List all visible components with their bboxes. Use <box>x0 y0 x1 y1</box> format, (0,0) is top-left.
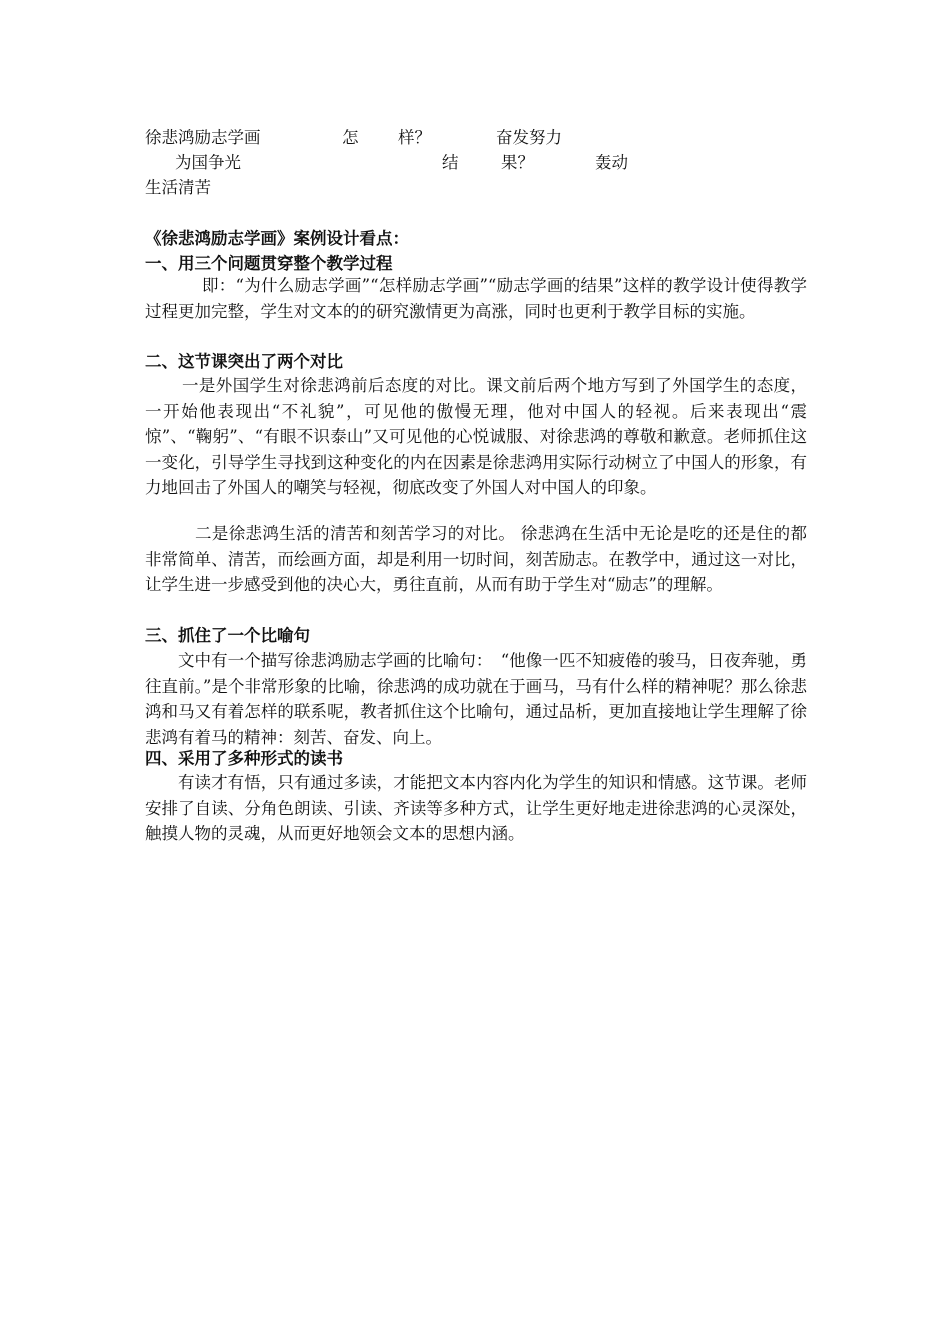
section-heading-3: 三、抓住了一个比喻句 <box>145 626 310 645</box>
diagram-text-yang: 样？ <box>398 128 431 147</box>
section-1-paragraph: 即：“为什么励志学画”“怎样励志学画”“励志学画的结果”这样的教学设计使得教学过程更加完整，学生对文本的的研究激情更为高涨，同时也更利于教学目标的实施。 <box>145 276 807 321</box>
article-title: 《徐悲鸿励志学画》案例设计看点： <box>145 229 409 248</box>
section-2-paragraph-1: 一是外国学生对徐悲鸿前后态度的对比。课文前后两个地方写到了外国学生的态度，一开始他表现出“不礼貌”，可见他的傲慢无理，他对中国人的轻视。后来表现出“震惊”、“鞠躬”、“有眼不识泰山”又可见他的心悦诚服、对徐悲鸿的尊敬和歉意。老师抓住这一变化，引导学生寻找到这种变化的内在因素是徐悲鸿用实际行动树立了中国人的形象，有力地回击了外国人的嘲笑与轻视，彻底改变了外国人对中国人的印象。 <box>145 376 807 498</box>
section-3-paragraph: 文中有一个描写徐悲鸿励志学画的比喻句： “他像一匹不知疲倦的骏马，日夜奔驰，勇往直前。”是个非常形象的比喻，徐悲鸿的成功就在于画马，马有什么样的精神呢？那么徐悲鸿和马又有着怎样的联系呢，教者抓住这个比喻句，通过品析，更加直接地让学生理解了徐悲鸿有着马的精神：刻苦、奋发、向上。 <box>145 651 807 747</box>
diagram-text-guo: 果？ <box>501 153 534 172</box>
section-2-paragraph-2: 二是徐悲鸿生活的清苦和刻苦学习的对比。 徐悲鸿在生活中无论是吃的还是住的都非常简单、清苦，而绘画方面，却是利用一切时间，刻苦励志。在教学中，通过这一对比，让学生进一步感受到他的决心大，勇往直前，从而有助于学生对“励志”的理解。 <box>145 524 807 595</box>
section-heading-4: 四、采用了多种形式的读书 <box>145 749 343 768</box>
diagram-text-jie: 结 <box>442 153 459 172</box>
section-4-paragraph: 有读才有悟，只有通过多读，才能把文本内容内化为学生的知识和情感。这节课。老师安排了自读、分角色朗读、引读、齐读等多种方式，让学生更好地走进徐悲鸿的心灵深处，触摸人物的灵魂，从而更好地领会文本的思想内涵。 <box>145 773 807 844</box>
section-heading-1: 一、用三个问题贯穿整个教学过程 <box>145 254 393 273</box>
diagram-text-hongdong: 轰动 <box>595 153 628 172</box>
diagram-text-xu-beihong: 徐悲鸿励志学画 <box>145 128 261 147</box>
diagram-text-zen: 怎 <box>342 128 359 147</box>
section-heading-2: 二、这节课突出了两个对比 <box>145 352 343 371</box>
diagram-text-weiguo: 为国争光 <box>175 153 241 172</box>
diagram-text-shenghuo: 生活清苦 <box>145 178 211 197</box>
diagram-text-fenfa: 奋发努力 <box>496 128 562 147</box>
